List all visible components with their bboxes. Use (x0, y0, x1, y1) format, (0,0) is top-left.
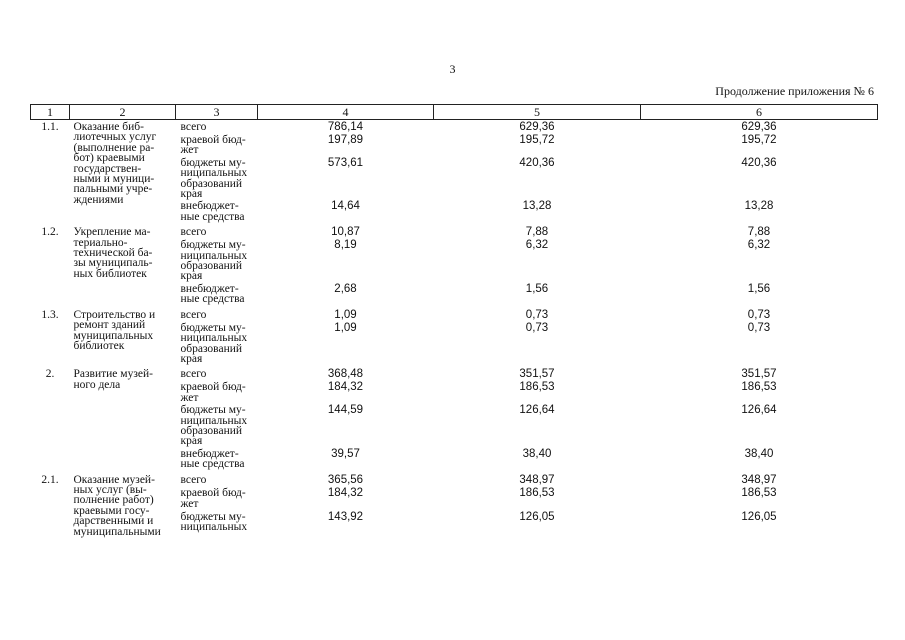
value-col-5: 348,97 (519, 473, 555, 486)
value-col-6: 13,28 (744, 200, 774, 213)
funding-source: внебюджет- ные средства (180, 447, 245, 471)
funding-source: бюджеты му- ниципальных (180, 510, 248, 534)
value-col-4: 39,57 (331, 447, 360, 460)
value-col-4: 184,32 (327, 487, 364, 500)
value-col-6: 195,72 (741, 134, 777, 146)
header-col-1: 1 (31, 105, 70, 120)
value-col-6: 0,73 (747, 321, 771, 334)
value-col-5: 420,36 (519, 156, 555, 169)
item-number: 1.3. (41, 308, 59, 321)
value-col-5: 1,56 (525, 282, 549, 295)
funding-source: всего (180, 121, 207, 133)
value-col-6: 0,73 (747, 308, 771, 321)
value-col-5: 195,72 (519, 134, 555, 146)
value-col-6: 420,36 (741, 156, 777, 169)
value-col-6: 351,57 (741, 368, 777, 381)
value-col-6: 126,05 (741, 510, 777, 523)
value-col-5: 629,36 (519, 121, 555, 133)
header-row (31, 105, 878, 120)
value-col-6: 38,40 (744, 447, 774, 460)
value-col-4: 143,92 (327, 510, 364, 523)
item-number: 2. (45, 368, 55, 381)
funding-source: краевой бюд- жет (180, 134, 246, 157)
header-col-3: 3 (176, 105, 258, 120)
item-number: 2.1. (41, 473, 59, 486)
value-col-4: 1,09 (334, 321, 357, 334)
value-col-5: 186,53 (519, 381, 555, 394)
funding-source: внебюджет- ные средства (180, 200, 245, 223)
appendix-table (30, 104, 878, 537)
funding-source: бюджеты му- ниципальных образований края (180, 239, 248, 283)
value-col-5: 126,05 (519, 510, 555, 523)
value-col-4: 14,64 (331, 200, 360, 213)
value-col-6: 7,88 (747, 226, 771, 239)
funding-source: всего (180, 308, 207, 321)
funding-source: внебюджет- ные средства (180, 282, 245, 306)
value-col-4: 368,48 (327, 368, 364, 381)
item-name: Оказание биб- лиотечных услуг (выполнение ра- бот) краевыми государствен- ными и муници- пальными учре- ждениями (73, 121, 157, 206)
value-col-4: 184,32 (327, 381, 364, 394)
value-col-4: 144,59 (327, 404, 364, 417)
item-name: Строительство и ремонт зданий муниципальных библиотек (73, 308, 156, 352)
table-row (31, 225, 878, 238)
funding-source: всего (180, 226, 207, 239)
item-number: 1.1. (41, 121, 59, 133)
value-col-6: 1,56 (747, 282, 771, 295)
value-col-4: 1,09 (334, 308, 357, 321)
table-row (31, 367, 878, 380)
item-number: 1.2. (41, 226, 59, 239)
header-col-2: 2 (70, 105, 176, 120)
value-col-4: 786,14 (327, 121, 364, 133)
table-row (31, 120, 878, 134)
value-col-5: 351,57 (519, 368, 555, 381)
value-col-4: 197,89 (327, 134, 364, 146)
funding-source: всего (180, 473, 207, 486)
value-col-6: 629,36 (741, 121, 777, 133)
header-col-5: 5 (434, 105, 641, 120)
item-name: Развитие музей- ного дела (73, 368, 153, 391)
table-body (31, 120, 878, 538)
value-col-4: 10,87 (331, 226, 360, 239)
table-row (31, 473, 878, 487)
value-col-6: 186,53 (741, 487, 777, 500)
value-col-5: 0,73 (525, 308, 549, 321)
value-col-5: 0,73 (525, 321, 549, 334)
value-col-5: 38,40 (522, 447, 552, 460)
funding-source: бюджеты му- ниципальных образований края (180, 156, 248, 201)
funding-source: краевой бюд- жет (180, 381, 246, 404)
header-col-6: 6 (641, 105, 878, 120)
value-col-5: 186,53 (519, 487, 555, 500)
value-col-5: 126,64 (519, 404, 555, 417)
value-col-5: 13,28 (522, 200, 552, 213)
funding-source: бюджеты му- ниципальных образований края (180, 404, 248, 448)
value-col-5: 6,32 (525, 239, 549, 252)
value-col-6: 186,53 (741, 381, 777, 394)
value-col-6: 126,64 (741, 404, 777, 417)
funding-source: всего (180, 368, 207, 381)
item-name: Оказание музей- ных услуг (вы- полнение работ) краевыми госу- дарственными и муниципальными (73, 473, 161, 538)
value-col-4: 2,68 (334, 282, 357, 295)
item-name: Укрепление ма- териально- технической ба- зы муниципаль- ных библиотек (73, 226, 153, 280)
value-col-4: 573,61 (327, 156, 364, 169)
value-col-5: 7,88 (525, 226, 549, 239)
funding-source: краевой бюд- жет (180, 487, 246, 510)
value-col-6: 6,32 (747, 239, 771, 252)
funding-source: бюджеты му- ниципальных образований края (180, 321, 248, 365)
table-row (31, 308, 878, 321)
value-col-4: 365,56 (327, 473, 364, 486)
page-number: 3 (449, 62, 456, 76)
continuation-label: Продолжение приложения № 6 (715, 84, 874, 98)
value-col-6: 348,97 (741, 473, 777, 486)
value-col-4: 8,19 (334, 239, 357, 252)
header-col-4: 4 (258, 105, 434, 120)
